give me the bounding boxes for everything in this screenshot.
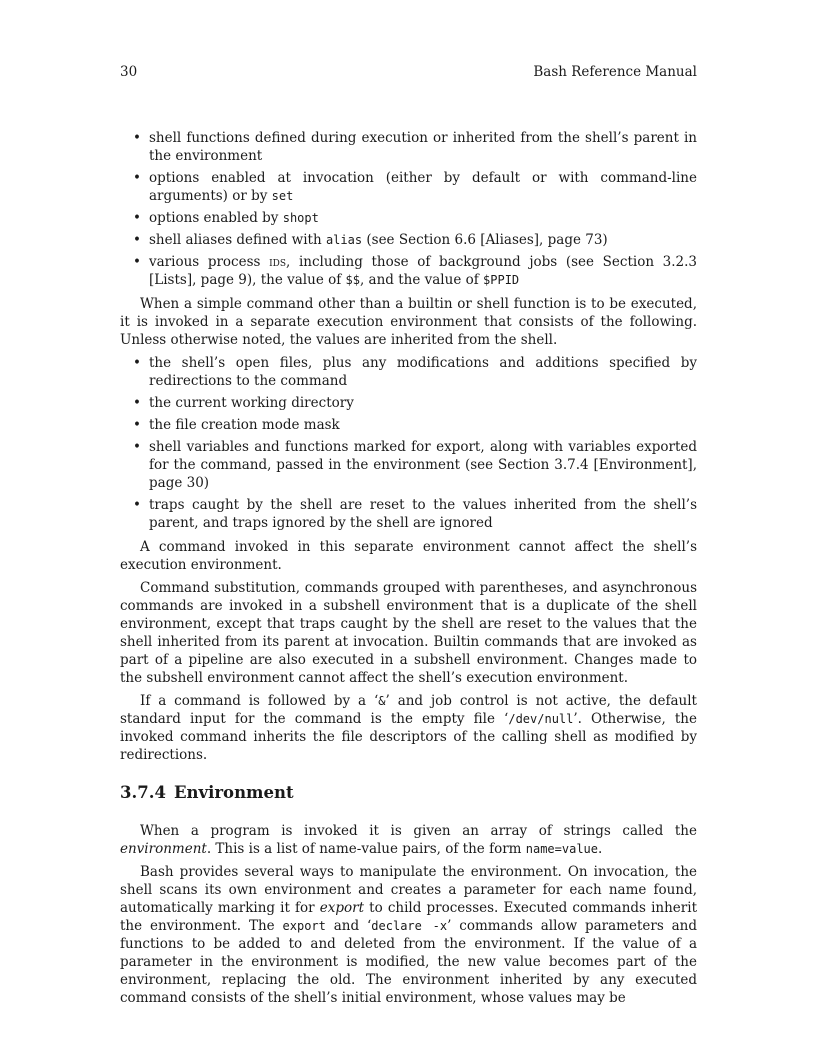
page-number: 30 [120,64,138,80]
paragraph: Bash provides several ways to manipulate the environment. On invocation, the shell scans its own environment and creates a parameter for each name found, automatically marking it for export to child processes. Executed commands inherit the environment. The export and ‘declare -x’ commands allow parameters and functions to be added to and deleted from the environment. If the value of a parameter in the environment is modified, the new value becomes part of the environment, replacing the old. The environment inherited by any executed command consists of the shell’s initial environment, whose values may be [120,864,698,1006]
code-shopt: shopt [282,211,319,225]
bullet-icon: • [133,417,141,433]
list-item: • shell variables and functions marked for export, along with variables exported for the command, passed in the environment (see Section 3.7.4 [Environment], page 30) [133,439,697,491]
paragraph: A command invoked in this separate environment cannot affect the shell’s execution environment. [120,539,697,573]
paragraph: If a command is followed by a ‘&’ and job control is not active, the default standard input for the command is the empty file ‘/dev/null’. Otherwise, the invoked command inherits the file descriptors of the calling shell as modified by redirections. [120,693,697,763]
bullet-icon: • [133,130,141,146]
list-item: • the current working directory [133,395,354,411]
paragraph: Command substitution, commands grouped with parentheses, and asynchronous commands are invoked in a subshell environment that is a duplicate of the shell environment, except that traps caught by the shell are reset to the values that the shell inherited from its parent at invocation. Builtin commands that are invoked as part of a pipeline are also executed in a subshell environment. Changes made to the subshell environment cannot affect the shell’s execution environment. [120,580,697,686]
execution-environment-list [120,354,697,532]
bullet-icon: • [133,355,141,371]
list-item: • shell aliases defined with alias (see Section 6.6 [Aliases], page 73) [133,232,608,248]
list-item: • various process ids, including those of background jobs (see Section 3.2.3 [Lists], page 9), the value of $$, and the value of $PPID [133,254,697,288]
list-item: • the shell’s open files, plus any modifications and additions specified by redirections to the command [133,355,697,389]
bullet-icon: • [133,210,141,226]
inherited-items-list [120,129,697,289]
code-alias: alias [325,233,363,247]
bullet-icon: • [133,395,141,411]
list-item: • shell functions defined during execution or inherited from the shell’s parent in the environment [133,130,697,164]
bullet-icon: • [133,254,141,270]
bullet-icon: • [133,439,141,455]
page-header [120,64,697,82]
list-item: • options enabled at invocation (either by default or with command-line arguments) or by set [133,170,697,204]
bullet-icon: • [133,497,141,513]
list-item: • options enabled by shopt [133,210,319,226]
running-title: Bash Reference Manual [533,64,697,80]
code-set: set [271,189,294,203]
list-item: • traps caught by the shell are reset to the values inherited from the shell’s parent, and traps ignored by the shell are ignored [133,497,697,531]
bullet-icon: • [133,232,141,248]
section-heading: 3.7.4 Environment [120,783,294,802]
page-content [120,129,697,1012]
paragraph: When a simple command other than a builtin or shell function is to be executed, it is invoked in a separate execution environment that consists of the following. Unless otherwise noted, the values are inherited from the shell. [120,296,697,348]
bullet-icon: • [133,170,141,186]
list-item: • the file creation mode mask [133,417,340,433]
paragraph: When a program is invoked it is given an array of strings called the environment. This is a list of name-value pairs, of the form name=value. [120,823,697,857]
